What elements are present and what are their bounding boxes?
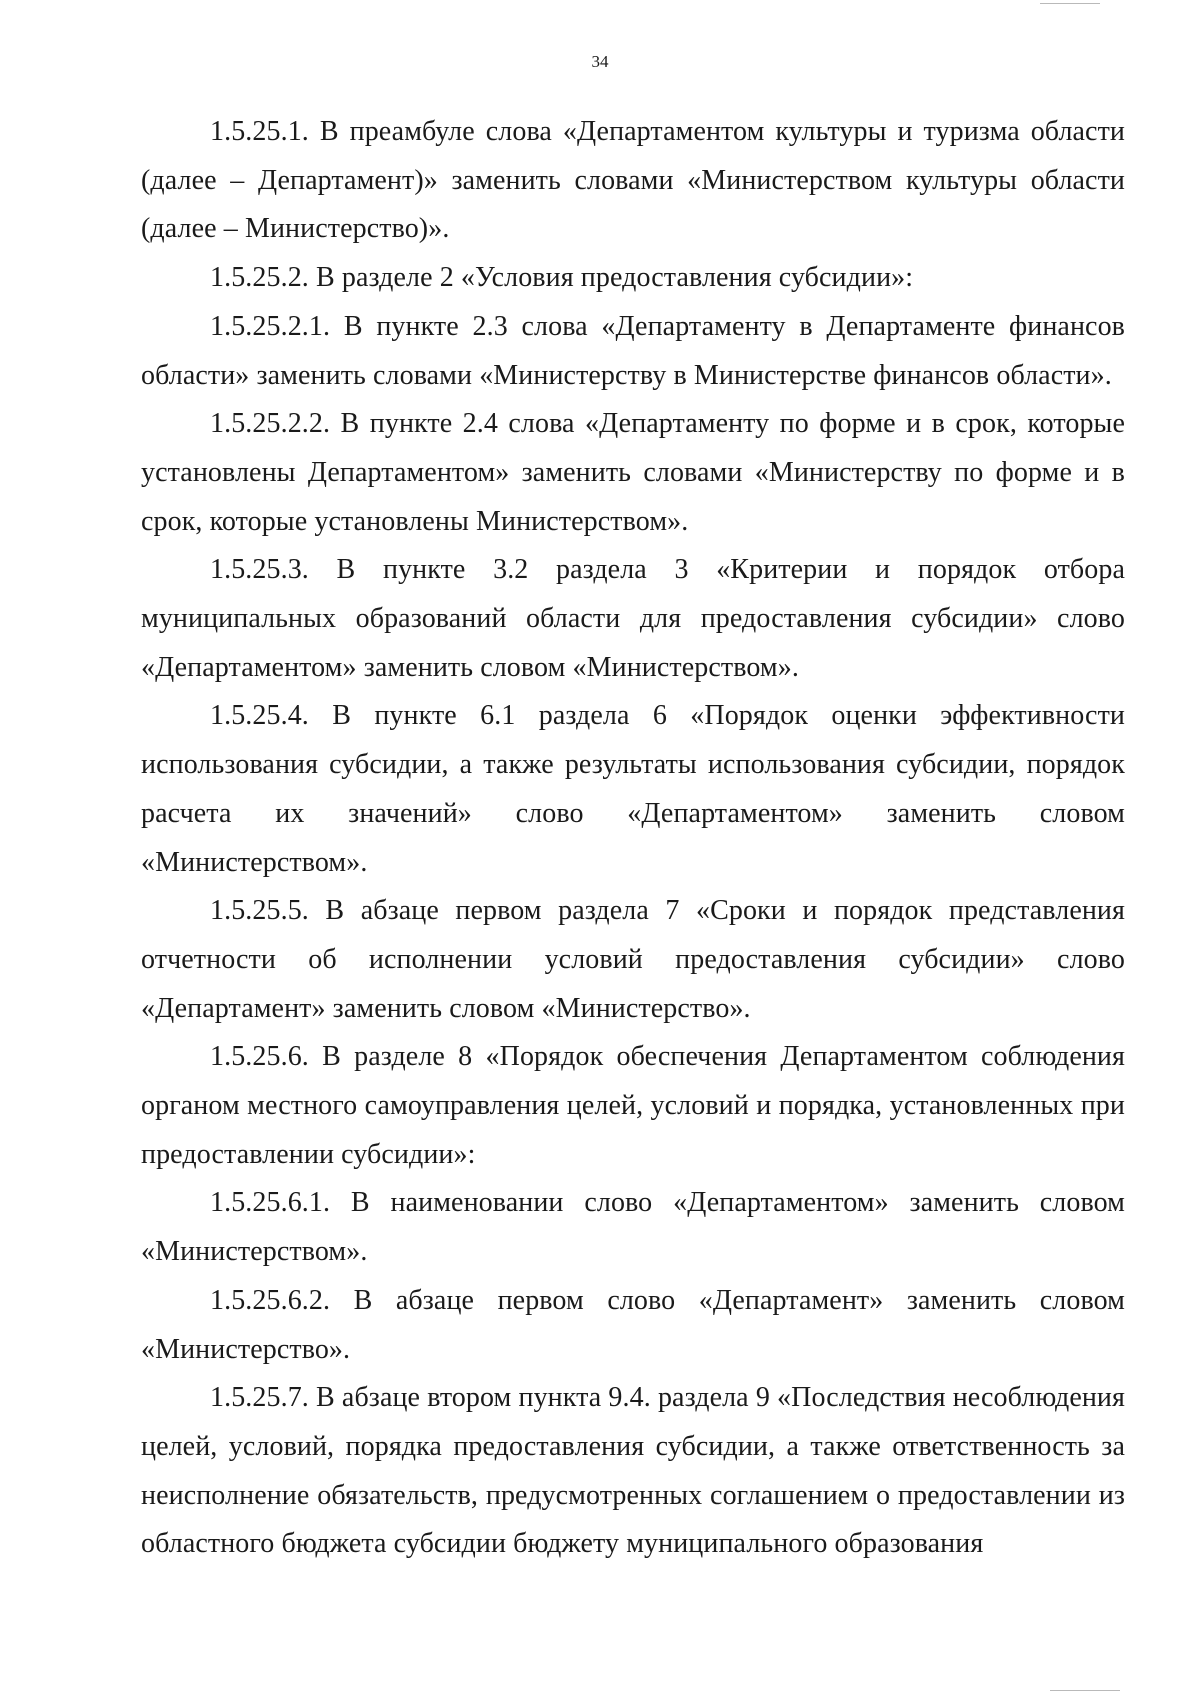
paragraph-1-5-25-7: 1.5.25.7. В абзаце втором пункта 9.4. раздела 9 «Последствия несоблюдения целей, условий, порядка предоставления субсидии, а также ответственность за неисполнение обязательств, предусмотренных соглашением о предоставлении из областного бюджета субсидии бюджету муниципального образования [141,1382,1125,1560]
paragraph-1-5-25-2: 1.5.25.2. В разделе 2 «Условия предоставления субсидии»: [210,262,914,294]
document-body [141,108,1125,1569]
paragraph-1-5-25-6-2: 1.5.25.6.2. В абзаце первом слово «Департамент» заменить словом «Министерство». [141,1284,1125,1365]
paragraph-1-5-25-4: 1.5.25.4. В пункте 6.1 раздела 6 «Порядок оценки эффективности использования субсидии, а также результаты использования субсидии, порядок расчета их значений» слово «Департаментом» заменить словом «Министерством». [141,700,1125,878]
scan-mark-bottom [1050,1690,1120,1691]
paragraph-1-5-25-6-1: 1.5.25.6.1. В наименовании слово «Департаментом» заменить словом «Министерством». [141,1187,1125,1268]
scan-mark-top [1040,3,1100,4]
paragraph-1-5-25-1: 1.5.25.1. В преамбуле слова «Департаментом культуры и туризма области (далее – Департамент)» заменить словами «Министерством культуры области (далее – Министерство)». [141,116,1125,245]
paragraph-1-5-25-2-2: 1.5.25.2.2. В пункте 2.4 слова «Департаменту по форме и в срок, которые установлены Департаментом» заменить словами «Министерству по форме и в срок, которые установлены Министерством». [141,408,1125,537]
page-number: 34 [591,52,609,71]
paragraph-1-5-25-5: 1.5.25.5. В абзаце первом раздела 7 «Сроки и порядок представления отчетности об исполнении условий предоставления субсидии» слово «Департамент» заменить словом «Министерство». [141,895,1125,1024]
paragraph-1-5-25-3: 1.5.25.3. В пункте 3.2 раздела 3 «Критерии и порядок отбора муниципальных образований области для предоставления субсидии» слово «Департаментом» заменить словом «Министерством». [141,554,1125,683]
paragraph-1-5-25-6: 1.5.25.6. В разделе 8 «Порядок обеспечения Департаментом соблюдения органом местного самоуправления целей, условий и порядка, установленных при предоставлении субсидии»: [141,1041,1125,1170]
paragraph-1-5-25-2-1: 1.5.25.2.1. В пункте 2.3 слова «Департаменту в Департаменте финансов области» заменить словами «Министерству в Министерстве финансов области». [141,310,1125,391]
